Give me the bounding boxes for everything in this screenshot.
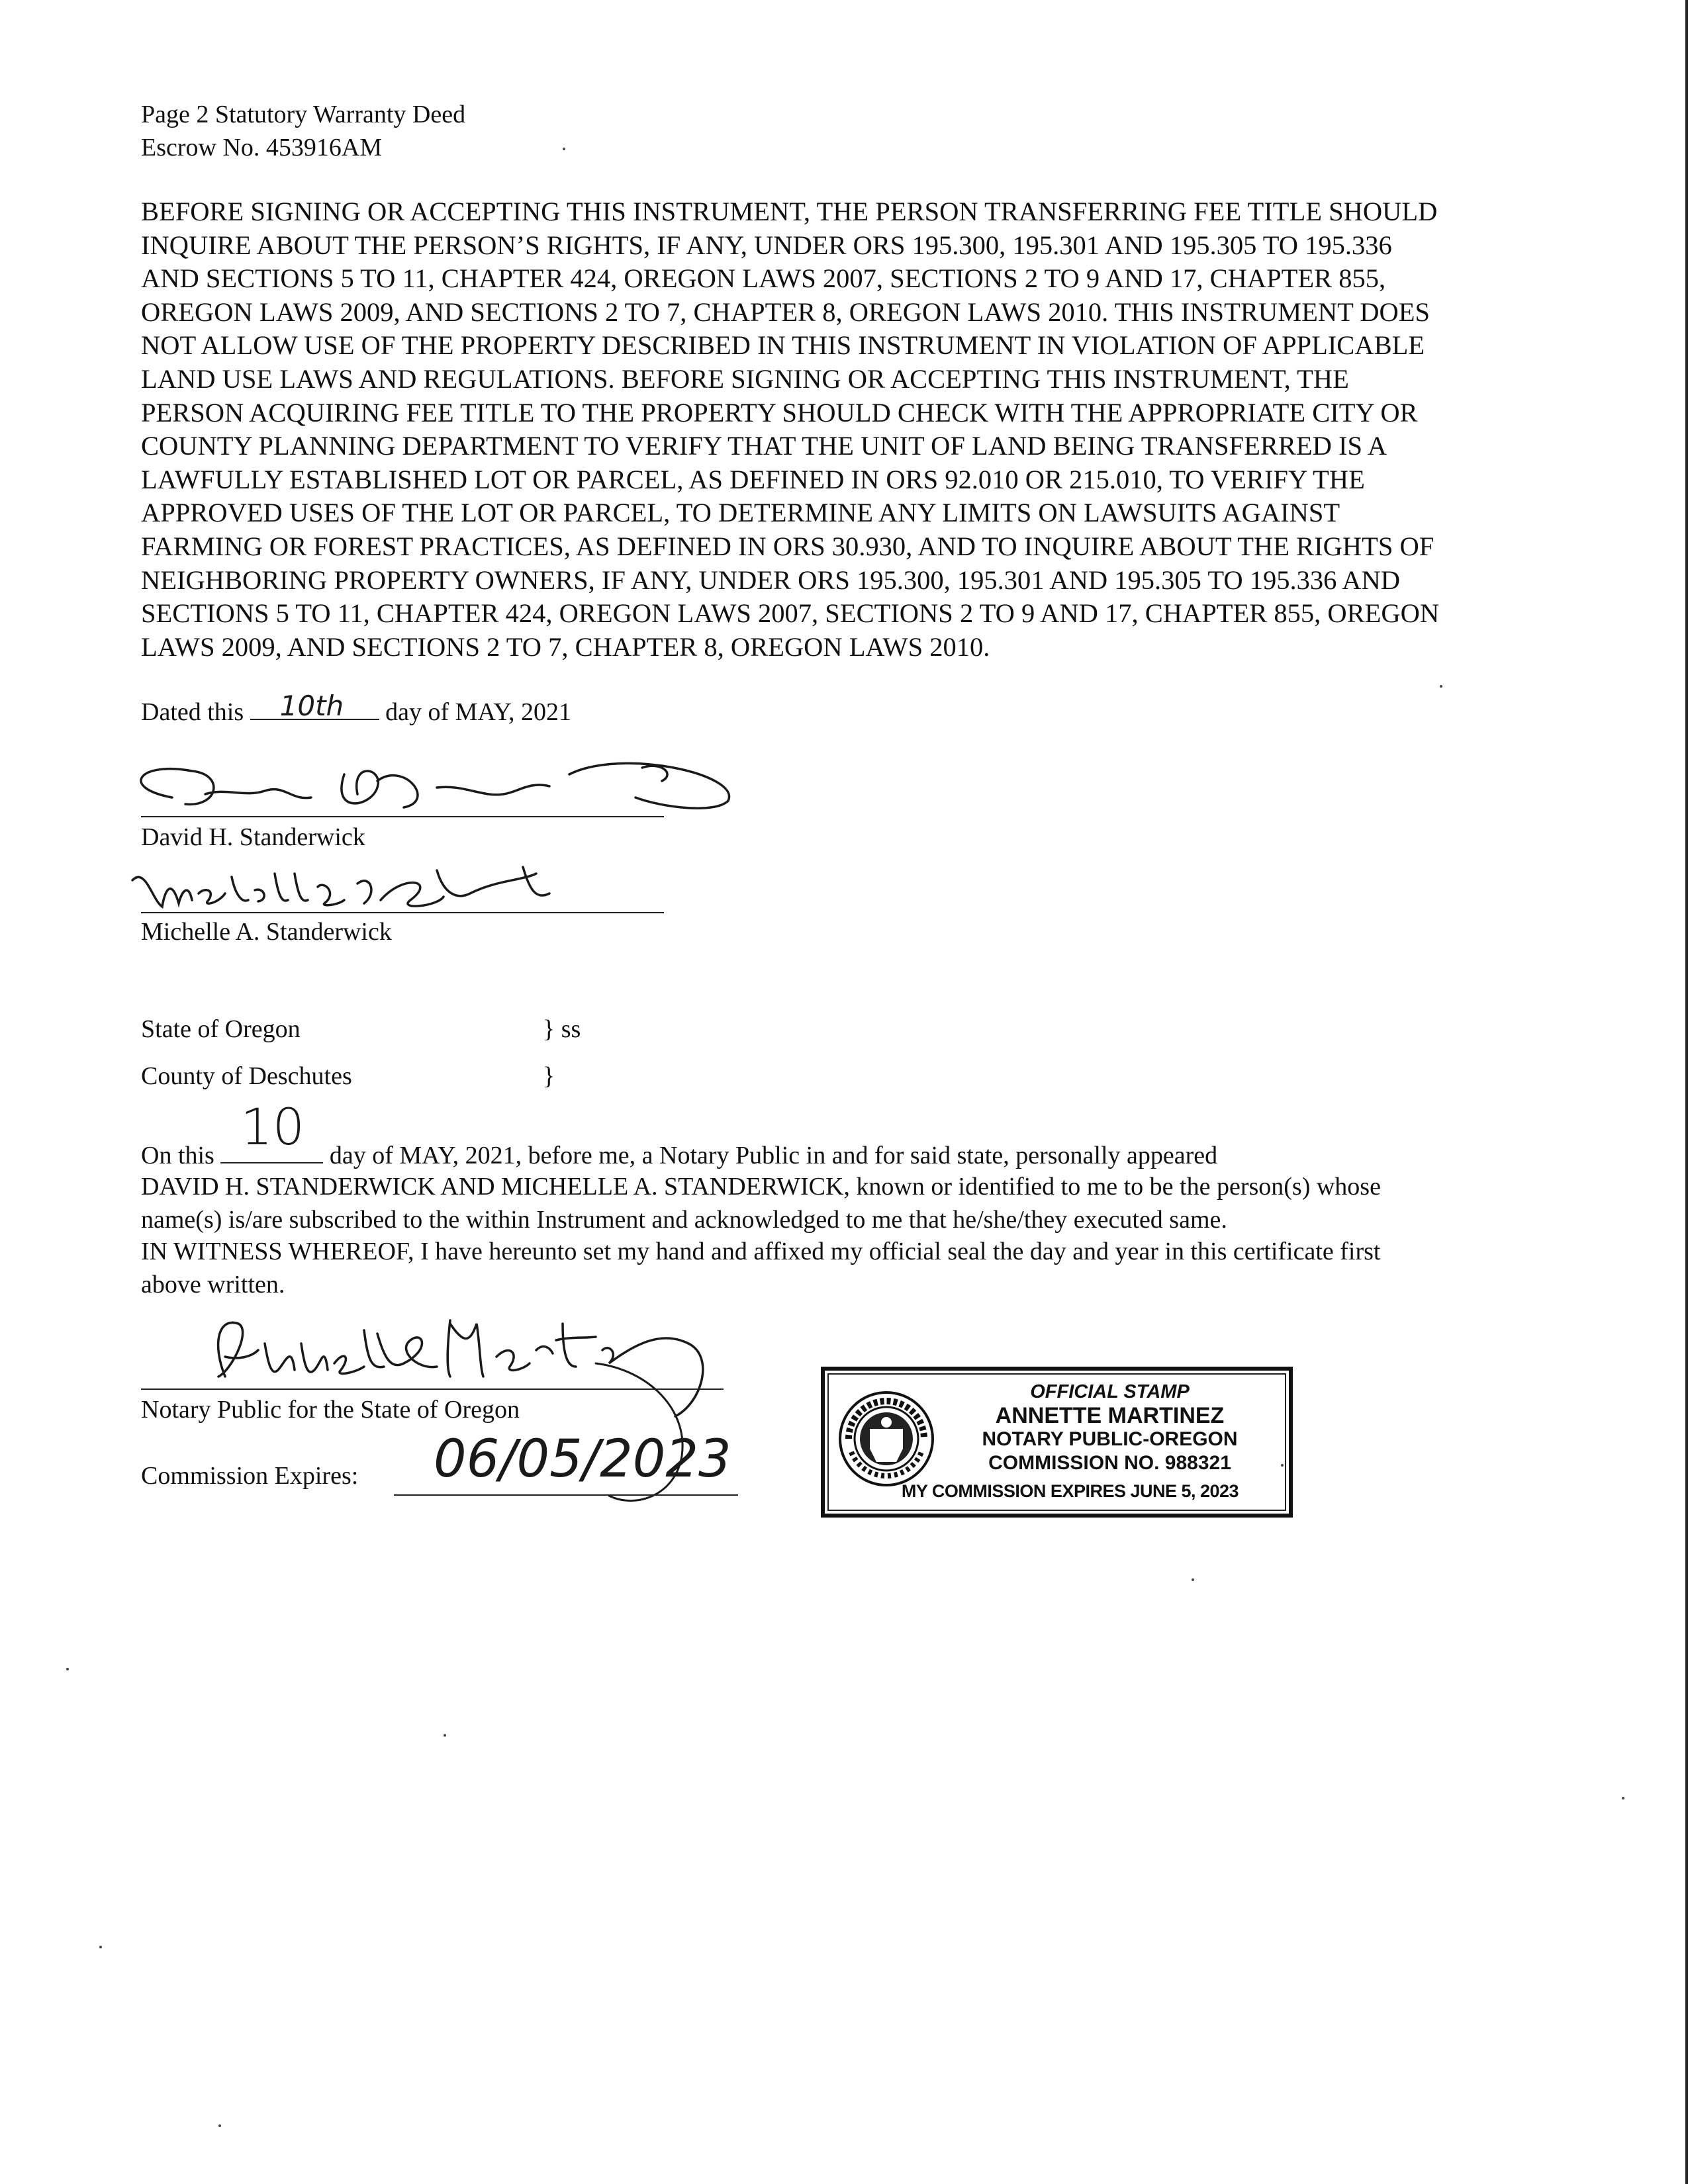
statutory-disclaimer: BEFORE SIGNING OR ACCEPTING THIS INSTRUMENT, THE PERSON TRANSFERRING FEE TITLE SHOULD INQUIRE ABOUT THE PERSON’S RIGHTS, IF ANY, UNDER ORS 195.300, 195.301 AND 195.305 TO 195.336 AND SECTIONS 5 TO 11, CHAPTER 424, OREGON LAWS 2007, SECTIONS 2 TO 9 AND 17, CHAPTER 855, OREGON LAWS 2009, AND SECTIONS 2 TO 7, CHAPTER 8, OREGON LAWS 2010. THIS INSTRUMENT DOES NOT ALLOW USE OF THE PROPERTY DESCRIBED IN THIS INSTRUMENT IN VIOLATION OF APPLICABLE LAND USE LAWS AND REGULATIONS. BEFORE SIGNING OR ACCEPTING THIS INSTRUMENT, THE PERSON ACQUIRING FEE TITLE TO THE PROPERTY SHOULD CHECK WITH THE APPROPRIATE CITY OR COUNTY PLANNING DEPARTMENT TO VERIFY THAT THE UNIT OF LAND BEING TRANSFERRED IS A LAWFULLY ESTABLISHED LOT OR PARCEL, AS DEFINED IN ORS 92.010 OR 215.010, TO VERIFY THE APPROVED USES OF THE LOT OR PARCEL, TO DETERMINE ANY LIMITS ON LAWSUITS AGAINST FARMING OR FOREST PRACTICES, AS DEFINED IN ORS 30.930, AND TO INQUIRE ABOUT THE RIGHTS OF NEIGHBORING PROPERTY OWNERS, IF ANY, UNDER ORS 195.300, 195.301 AND 195.305 TO 195.336 AND SECTIONS 5 TO 11, CHAPTER 424, OREGON LAWS 2007, SECTIONS 2 TO 9 AND 17, CHAPTER 855, OREGON LAWS 2009, AND SECTIONS 2 TO 7, CHAPTER 8, OREGON LAWS 2010. — [141, 197, 1440, 662]
escrow-number: Escrow No. 453916AM — [141, 134, 383, 161]
stamp-notary-title: NOTARY PUBLIC-OREGON — [982, 1428, 1238, 1450]
scan-speck — [1192, 1578, 1194, 1581]
ack-line1-rest: day of MAY, 2021, before me, a Notary Public in and for said state, personally appeared — [329, 1142, 1218, 1169]
stamp-commission-number: COMMISSION NO. 988321 — [988, 1452, 1231, 1474]
acknowledgment-line-2: DAVID H. STANDERWICK AND MICHELLE A. STANDERWICK, known or identified to me to be the person(s) whose — [141, 1173, 1381, 1201]
scan-speck — [1622, 1797, 1624, 1799]
stamp-text-block — [901, 1380, 1282, 1503]
scan-speck — [563, 148, 565, 150]
ack-day-handwritten: 10 — [240, 1097, 305, 1156]
stamp-heading: OFFICIAL STAMP — [1030, 1381, 1190, 1402]
dated-day-blank — [250, 690, 379, 722]
county-brace: } — [543, 1062, 555, 1090]
scan-edge — [1685, 0, 1688, 2184]
scan-speck — [444, 1734, 446, 1737]
dated-suffix: day of MAY, 2021 — [385, 698, 571, 726]
dated-line — [141, 690, 571, 729]
acknowledgment-line-1 — [141, 1097, 1218, 1172]
signer-name-2: Michelle A. Standerwick — [141, 918, 392, 946]
official-notary-stamp — [821, 1367, 1293, 1518]
acknowledgment-line-3: name(s) is/are subscribed to the within Instrument and acknowledged to me that he/she/they executed same. — [141, 1206, 1227, 1234]
scan-speck — [99, 1946, 102, 1948]
notary-signature-line — [141, 1388, 724, 1390]
state-label: State of Oregon — [141, 1015, 301, 1043]
document-title: Page 2 Statutory Warranty Deed — [141, 101, 466, 128]
stamp-expiration: MY COMMISSION EXPIRES JUNE 5, 2023 — [901, 1481, 1239, 1501]
on-this-label: On this — [141, 1142, 214, 1169]
state-seal-icon — [837, 1389, 936, 1488]
scan-speck — [218, 2124, 221, 2127]
scan-speck — [1440, 685, 1442, 688]
commission-expires-label: Commission Expires: — [141, 1462, 359, 1490]
signer-name-1: David H. Standerwick — [141, 823, 365, 851]
signature-line-2 — [141, 912, 664, 913]
dated-day-handwritten: 10th — [279, 690, 344, 722]
acknowledgment-line-5: above written. — [141, 1271, 285, 1298]
state-brace: } ss — [543, 1015, 581, 1043]
scan-speck — [66, 1668, 69, 1670]
signature-line-1 — [141, 816, 664, 817]
acknowledgment-line-4: IN WITNESS WHEREOF, I have hereunto set my hand and affixed my official seal the day and year in this certificate first — [141, 1238, 1381, 1265]
stamp-notary-name: ANNETTE MARTINEZ — [995, 1403, 1225, 1428]
county-label: County of Deschutes — [141, 1062, 352, 1090]
scan-speck — [1281, 1464, 1284, 1467]
commission-expires-line — [394, 1494, 738, 1496]
david-standerwick-signature — [93, 735, 748, 834]
commission-expires-handwritten: 06/05/2023 — [434, 1430, 731, 1489]
dated-prefix: Dated this — [141, 698, 244, 726]
ack-day-blank — [220, 1097, 323, 1163]
notary-title: Notary Public for the State of Oregon — [141, 1396, 520, 1424]
